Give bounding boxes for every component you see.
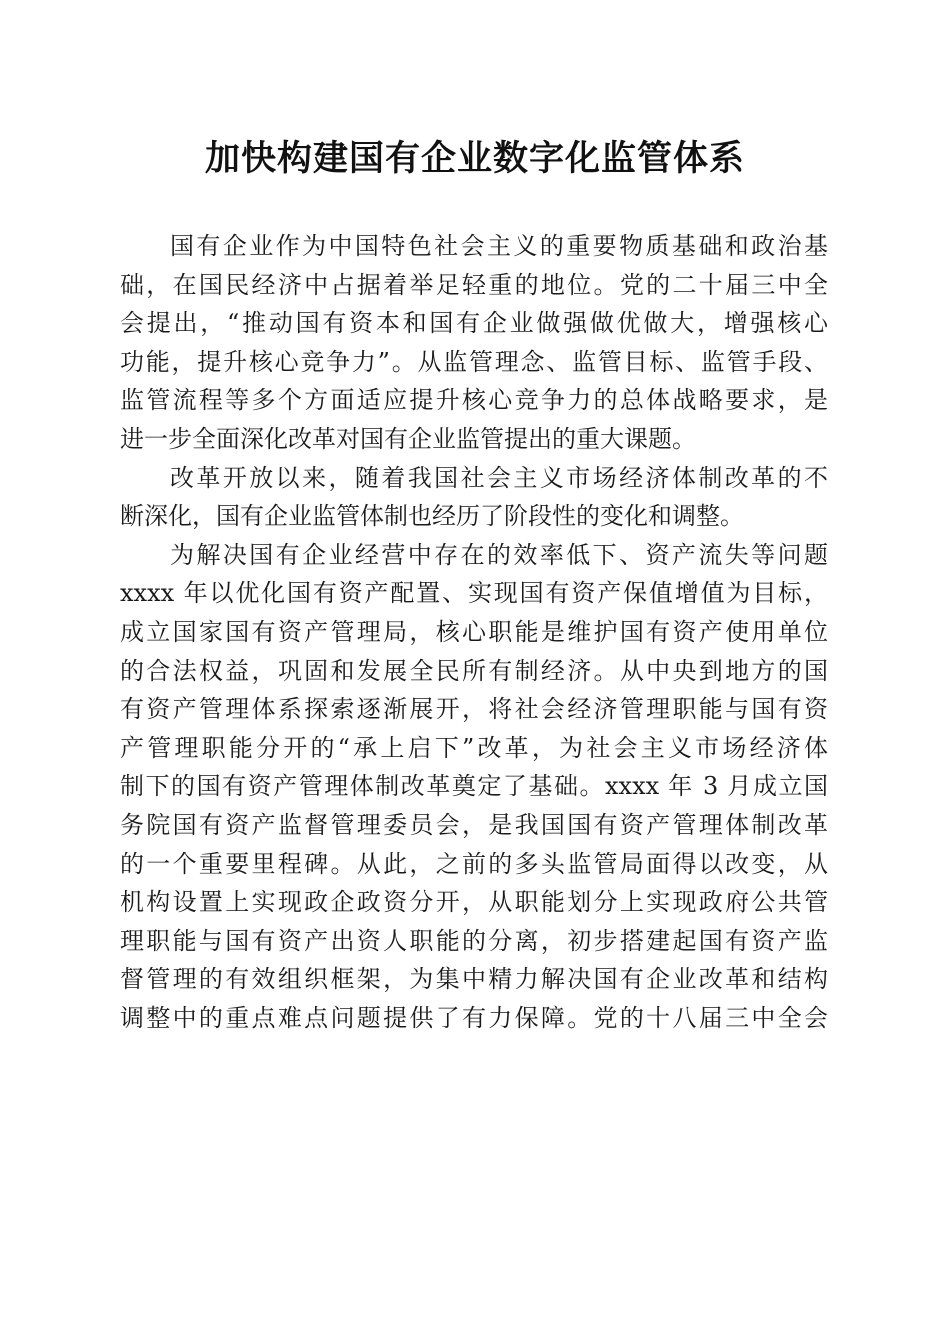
paragraph-line: 监管流程等多个方面适应提升核心竞争力的总体战略要求，是	[120, 386, 828, 415]
paragraph-1	[120, 227, 828, 459]
paragraph-line: 制下的国有资产管理体制改革奠定了基础。xxxx 年 3 月成立国	[120, 772, 828, 801]
paragraph-line: 成立国家国有资产管理局，核心职能是维护国有资产使用单位	[120, 617, 828, 646]
document-body	[120, 227, 828, 1037]
paragraph-line: 础，在国民经济中占据着举足轻重的地位。党的二十届三中全	[120, 270, 828, 299]
paragraph-line: 的一个重要里程碑。从此，之前的多头监管局面得以改变，从	[120, 849, 828, 878]
paragraph-line: 务院国有资产监督管理委员会，是我国国有资产管理体制改革	[120, 810, 828, 839]
paragraph-line: 进一步全面深化改革对国有企业监管提出的重大课题。	[120, 424, 696, 453]
paragraph-line: 机构设置上实现政企政资分开，从职能划分上实现政府公共管	[120, 888, 828, 917]
paragraph-line: 功能，提升核心竞争力”。从监管理念、监管目标、监管手段、	[120, 347, 828, 376]
paragraph-line: 会提出，“推动国有资本和国有企业做强做优做大，增强核心	[120, 309, 828, 338]
paragraph-line: xxxx 年以优化国有资产配置、实现国有资产保值增值为目标，	[120, 579, 828, 608]
document-title: 加快构建国有企业数字化监管体系	[204, 138, 745, 179]
paragraph-2	[120, 459, 828, 536]
paragraph-line: 调整中的重点难点问题提供了有力保障。党的十八届三中全会	[120, 1003, 828, 1032]
paragraph-line: 的合法权益，巩固和发展全民所有制经济。从中央到地方的国	[120, 656, 828, 685]
paragraph-line: 国有企业作为中国特色社会主义的重要物质基础和政治基	[170, 232, 828, 260]
paragraph-line: 为解决国有企业经营中存在的效率低下、资产流失等问题	[170, 540, 828, 569]
paragraph-line: 理职能与国有资产出资人职能的分离，初步搭建起国有资产监	[120, 926, 828, 955]
paragraph-line: 改革开放以来，随着我国社会主义市场经济体制改革的不	[170, 463, 828, 492]
paragraph-line: 督管理的有效组织框架，为集中精力解决国有企业改革和结构	[120, 965, 828, 994]
paragraph-line: 产管理职能分开的“承上启下”改革，为社会主义市场经济体	[120, 733, 828, 762]
paragraph-line: 有资产管理体系探索逐渐展开，将社会经济管理职能与国有资	[120, 695, 828, 724]
paragraph-3	[120, 536, 828, 1038]
paragraph-line: 断深化，国有企业监管体制也经历了阶段性的变化和调整。	[120, 502, 744, 531]
